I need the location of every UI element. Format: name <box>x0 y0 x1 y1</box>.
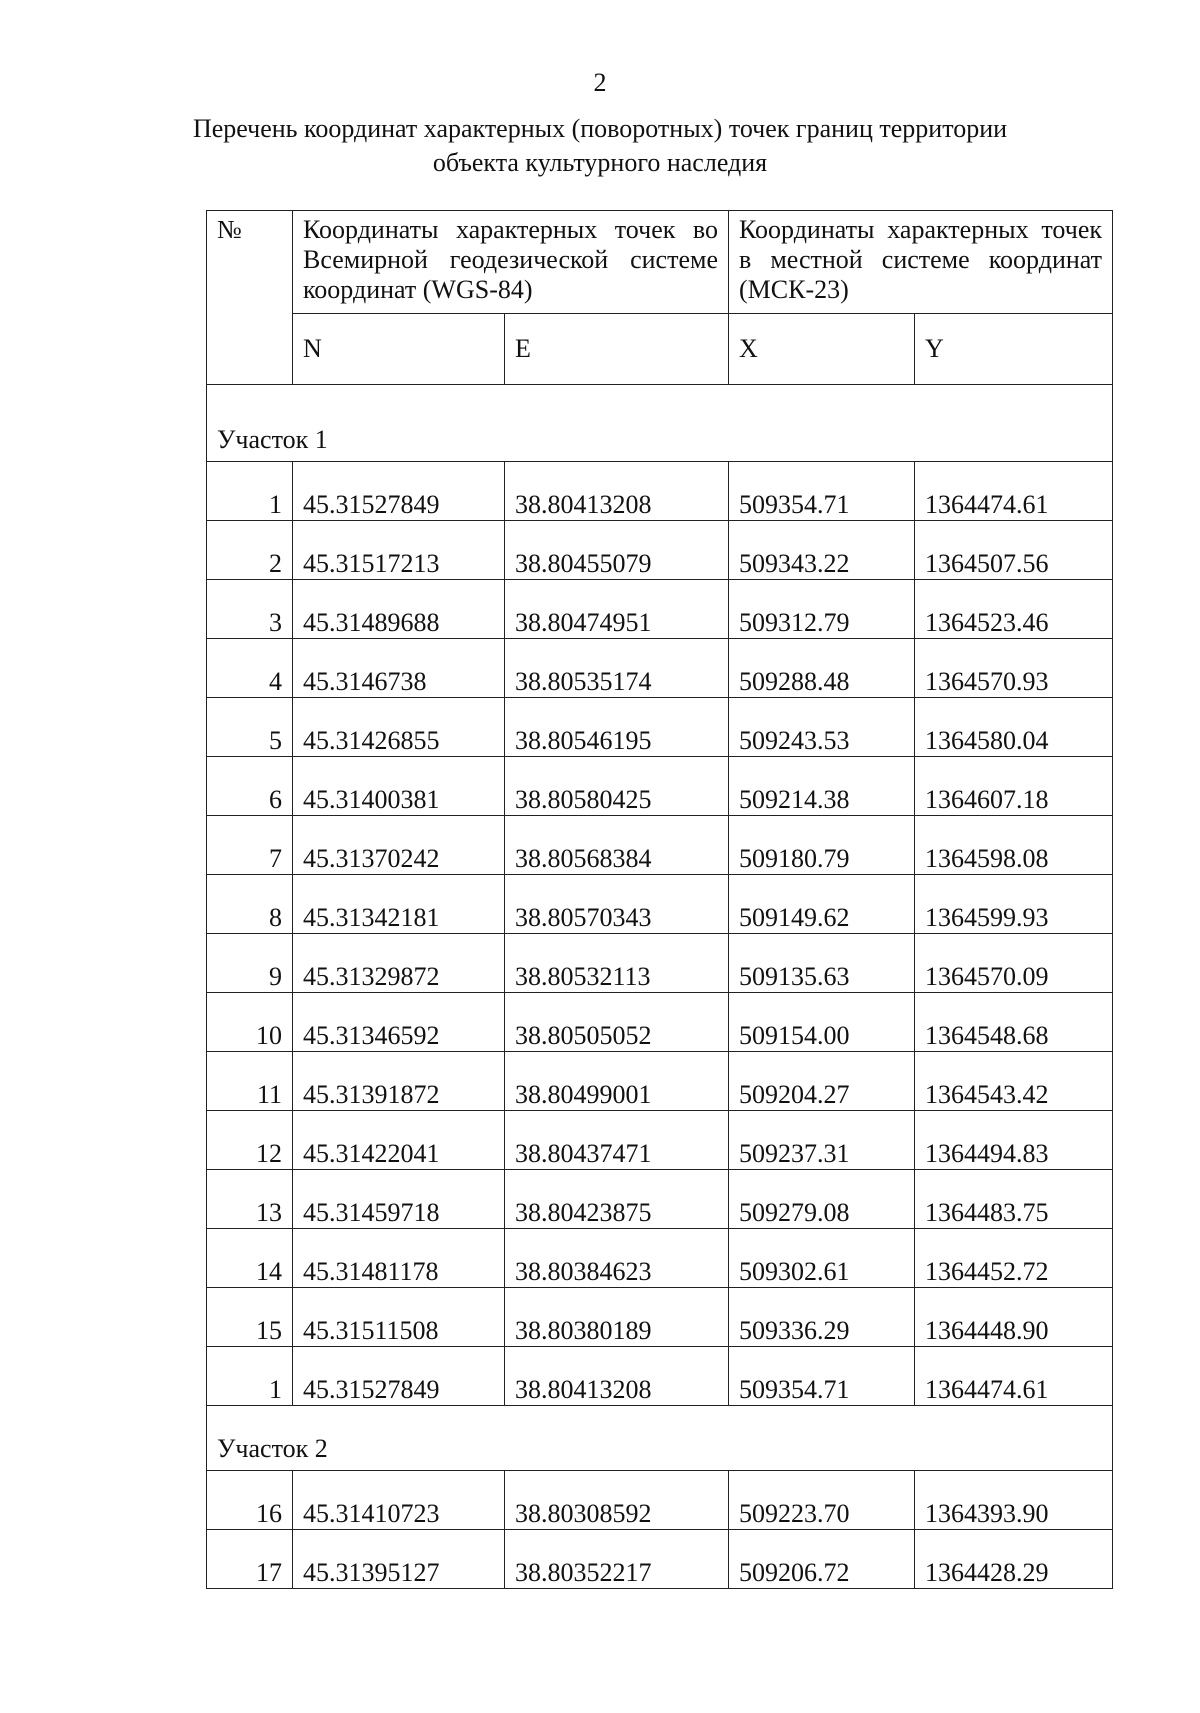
coord-n-cell: 45.31517213 <box>293 521 505 580</box>
coordinates-table <box>206 210 1113 1589</box>
point-number-cell: 14 <box>207 1229 293 1288</box>
table-row <box>207 1471 1113 1530</box>
header-wgs84-group: Координаты характерных точек во Всемирной геодезической системе координат (WGS-84) <box>293 211 729 314</box>
coord-e-cell: 38.80384623 <box>505 1229 729 1288</box>
section-row <box>207 1406 1113 1471</box>
coord-n-cell: 45.31426855 <box>293 698 505 757</box>
coord-x-cell: 509354.71 <box>729 1347 915 1406</box>
coord-x-cell: 509354.71 <box>729 462 915 521</box>
header-e: E <box>505 314 729 385</box>
coord-n-cell: 45.31395127 <box>293 1530 505 1589</box>
coord-x-cell: 509223.70 <box>729 1471 915 1530</box>
coord-n-cell: 45.31391872 <box>293 1052 505 1111</box>
section-label: Участок 2 <box>207 1406 1113 1471</box>
table-subheader-row <box>207 314 1113 385</box>
coord-n-cell: 45.31481178 <box>293 1229 505 1288</box>
table-row <box>207 639 1113 698</box>
document-title-line-1: Перечень координат характерных (поворотных) точек границ территории <box>192 114 1008 143</box>
coord-y-cell: 1364452.72 <box>915 1229 1113 1288</box>
point-number-cell: 3 <box>207 580 293 639</box>
coord-x-cell: 509312.79 <box>729 580 915 639</box>
coord-n-cell: 45.31370242 <box>293 816 505 875</box>
coord-e-cell: 38.80568384 <box>505 816 729 875</box>
table-row <box>207 757 1113 816</box>
point-number-cell: 13 <box>207 1170 293 1229</box>
coord-x-cell: 509237.31 <box>729 1111 915 1170</box>
table-row <box>207 1229 1113 1288</box>
coord-n-cell: 45.31511508 <box>293 1288 505 1347</box>
point-number-cell: 1 <box>207 1347 293 1406</box>
coord-y-cell: 1364507.56 <box>915 521 1113 580</box>
coord-y-cell: 1364580.04 <box>915 698 1113 757</box>
table-row <box>207 1530 1113 1589</box>
coord-e-cell: 38.80413208 <box>505 462 729 521</box>
coord-y-cell: 1364570.09 <box>915 934 1113 993</box>
coord-x-cell: 509180.79 <box>729 816 915 875</box>
point-number-cell: 1 <box>207 462 293 521</box>
coord-x-cell: 509302.61 <box>729 1229 915 1288</box>
point-number-cell: 10 <box>207 993 293 1052</box>
coord-n-cell: 45.31329872 <box>293 934 505 993</box>
coord-y-cell: 1364598.08 <box>915 816 1113 875</box>
table-header-row <box>207 211 1113 314</box>
coord-y-cell: 1364494.83 <box>915 1111 1113 1170</box>
point-number-cell: 7 <box>207 816 293 875</box>
table-row <box>207 934 1113 993</box>
table-row <box>207 580 1113 639</box>
coord-e-cell: 38.80570343 <box>505 875 729 934</box>
table-row <box>207 462 1113 521</box>
coord-y-cell: 1364474.61 <box>915 462 1113 521</box>
coord-e-cell: 38.80413208 <box>505 1347 729 1406</box>
coord-x-cell: 509149.62 <box>729 875 915 934</box>
table-row <box>207 1052 1113 1111</box>
coord-n-cell: 45.31342181 <box>293 875 505 934</box>
point-number-cell: 5 <box>207 698 293 757</box>
coord-n-cell: 45.31410723 <box>293 1471 505 1530</box>
coord-x-cell: 509135.63 <box>729 934 915 993</box>
coord-y-cell: 1364599.93 <box>915 875 1113 934</box>
coord-e-cell: 38.80532113 <box>505 934 729 993</box>
coord-e-cell: 38.80474951 <box>505 580 729 639</box>
coord-e-cell: 38.80580425 <box>505 757 729 816</box>
coord-e-cell: 38.80455079 <box>505 521 729 580</box>
coord-y-cell: 1364448.90 <box>915 1288 1113 1347</box>
coord-n-cell: 45.31400381 <box>293 757 505 816</box>
table-row <box>207 521 1113 580</box>
section-label: Участок 1 <box>207 385 1113 462</box>
header-y: Y <box>915 314 1113 385</box>
header-n: N <box>293 314 505 385</box>
page-number: 2 <box>593 68 607 97</box>
header-msk23-group: Координаты характерных точек в местной системе координат (МСК-23) <box>729 211 1113 314</box>
table-row <box>207 816 1113 875</box>
coord-n-cell: 45.31346592 <box>293 993 505 1052</box>
coord-e-cell: 38.80535174 <box>505 639 729 698</box>
coord-x-cell: 509206.72 <box>729 1530 915 1589</box>
coord-e-cell: 38.80352217 <box>505 1530 729 1589</box>
coord-y-cell: 1364548.68 <box>915 993 1113 1052</box>
coord-y-cell: 1364428.29 <box>915 1530 1113 1589</box>
point-number-cell: 11 <box>207 1052 293 1111</box>
coord-n-cell: 45.31527849 <box>293 462 505 521</box>
table-row <box>207 993 1113 1052</box>
coord-x-cell: 509204.27 <box>729 1052 915 1111</box>
header-x: X <box>729 314 915 385</box>
coord-y-cell: 1364393.90 <box>915 1471 1113 1530</box>
table-row <box>207 1288 1113 1347</box>
coord-n-cell: 45.31527849 <box>293 1347 505 1406</box>
coord-y-cell: 1364474.61 <box>915 1347 1113 1406</box>
point-number-cell: 16 <box>207 1471 293 1530</box>
coord-e-cell: 38.80437471 <box>505 1111 729 1170</box>
coord-x-cell: 509288.48 <box>729 639 915 698</box>
point-number-cell: 17 <box>207 1530 293 1589</box>
table-row <box>207 1170 1113 1229</box>
point-number-cell: 15 <box>207 1288 293 1347</box>
coord-x-cell: 509154.00 <box>729 993 915 1052</box>
coord-x-cell: 509336.29 <box>729 1288 915 1347</box>
coord-y-cell: 1364543.42 <box>915 1052 1113 1111</box>
coord-e-cell: 38.80380189 <box>505 1288 729 1347</box>
document-title-line-2: объекта культурного наследия <box>432 148 768 177</box>
coord-e-cell: 38.80423875 <box>505 1170 729 1229</box>
coord-n-cell: 45.3146738 <box>293 639 505 698</box>
coord-x-cell: 509243.53 <box>729 698 915 757</box>
coord-y-cell: 1364607.18 <box>915 757 1113 816</box>
point-number-cell: 6 <box>207 757 293 816</box>
table-row <box>207 875 1113 934</box>
section-row <box>207 385 1113 462</box>
coord-n-cell: 45.31489688 <box>293 580 505 639</box>
coord-x-cell: 509279.08 <box>729 1170 915 1229</box>
coord-e-cell: 38.80505052 <box>505 993 729 1052</box>
coord-y-cell: 1364483.75 <box>915 1170 1113 1229</box>
point-number-cell: 4 <box>207 639 293 698</box>
coord-x-cell: 509343.22 <box>729 521 915 580</box>
point-number-cell: 9 <box>207 934 293 993</box>
coord-e-cell: 38.80499001 <box>505 1052 729 1111</box>
coord-y-cell: 1364523.46 <box>915 580 1113 639</box>
coord-n-cell: 45.31459718 <box>293 1170 505 1229</box>
table-row <box>207 1347 1113 1406</box>
coord-n-cell: 45.31422041 <box>293 1111 505 1170</box>
coord-y-cell: 1364570.93 <box>915 639 1113 698</box>
coord-e-cell: 38.80308592 <box>505 1471 729 1530</box>
point-number-cell: 2 <box>207 521 293 580</box>
document-title <box>150 112 1050 180</box>
table-row <box>207 1111 1113 1170</box>
coord-e-cell: 38.80546195 <box>505 698 729 757</box>
point-number-cell: 12 <box>207 1111 293 1170</box>
table-row <box>207 698 1113 757</box>
coord-x-cell: 509214.38 <box>729 757 915 816</box>
point-number-cell: 8 <box>207 875 293 934</box>
header-number: № <box>207 211 293 385</box>
